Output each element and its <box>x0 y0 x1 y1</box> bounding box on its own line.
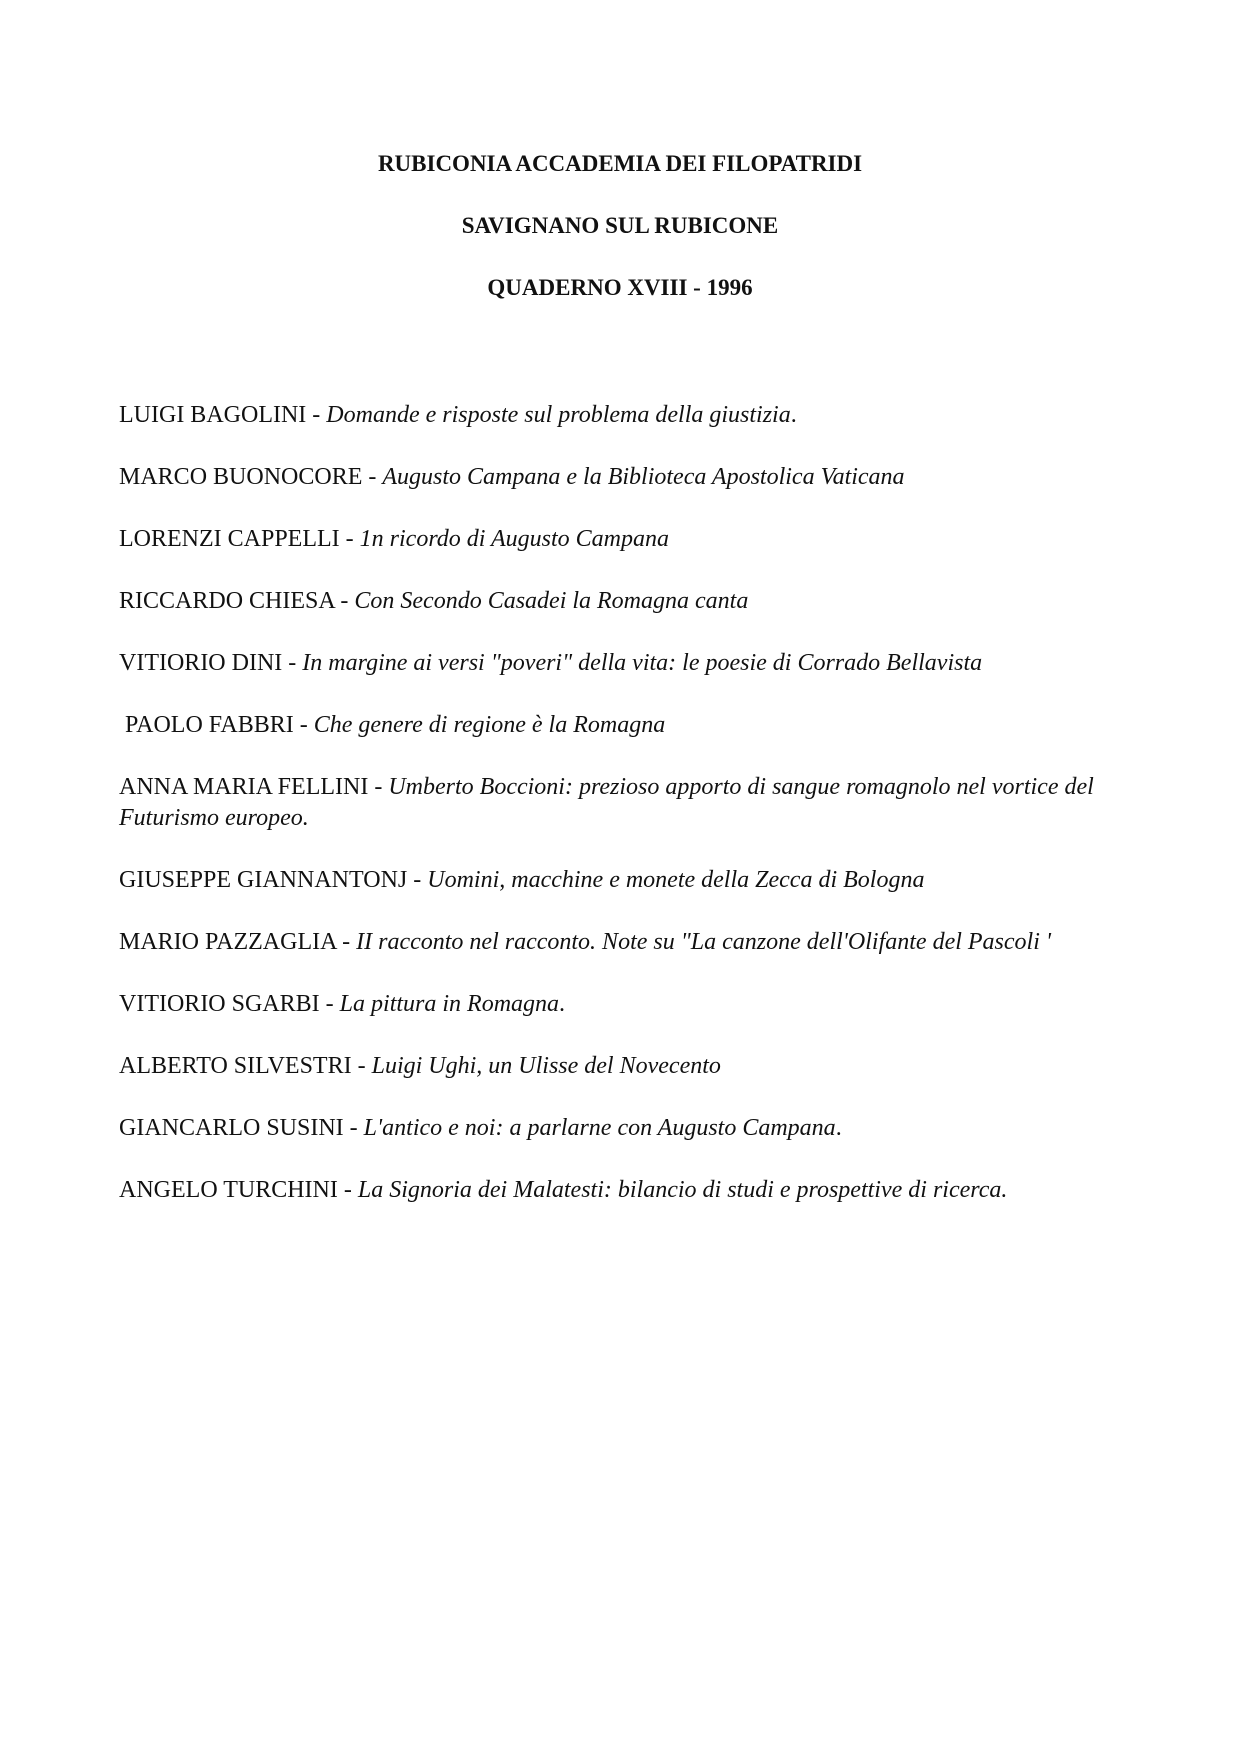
list-item <box>119 1113 1119 1144</box>
entry-author: PAOLO FABBRI <box>125 712 294 738</box>
entry-title: Augusto Campana e la Biblioteca Apostolica Vaticana <box>382 464 905 490</box>
entry-title: L'antico e noi: a parlarne con Augusto Campana <box>363 1115 836 1141</box>
list-item <box>119 586 1119 617</box>
entry-title: In margine ai versi "poveri" della vita: le poesie di Corrado Bellavista <box>302 650 983 676</box>
contents-list <box>119 400 1119 1237</box>
entry-separator: - <box>319 991 340 1017</box>
entry-title: Luigi Ughi, un Ulisse del Novecento <box>371 1053 721 1079</box>
entry-separator: - <box>407 867 428 893</box>
entry-separator: - <box>337 1177 358 1203</box>
entry-separator: - <box>334 588 355 614</box>
list-item <box>119 989 1119 1020</box>
list-item <box>119 648 1119 679</box>
entry-separator: - <box>336 929 357 955</box>
list-item <box>119 400 1119 431</box>
list-item <box>119 524 1119 555</box>
academy-name: RUBICONIA ACCADEMIA DEI FILOPATRIDI <box>377 151 863 176</box>
entry-author: ANNA MARIA FELLINI <box>119 774 369 800</box>
city-name: SAVIGNANO SUL RUBICONE <box>461 213 779 238</box>
entry-author: ALBERTO SILVESTRI <box>119 1053 352 1079</box>
entry-author: LUIGI BAGOLINI <box>119 402 307 428</box>
list-item <box>119 927 1119 958</box>
entry-author: ANGELO TURCHINI <box>119 1177 338 1203</box>
entry-separator: - <box>306 402 327 428</box>
entry-separator: - <box>343 1115 364 1141</box>
entry-author: RICCARDO CHIESA <box>119 588 335 614</box>
list-item <box>119 1051 1119 1082</box>
entry-title: II racconto nel racconto. Note su "La canzone dell'Olifante del Pascoli ' <box>356 929 1052 955</box>
entry-author: LORENZI CAPPELLI <box>119 526 340 552</box>
list-item <box>119 772 1119 834</box>
entry-tail: . <box>835 1115 842 1141</box>
entry-author: VITIORIO SGARBI <box>119 991 320 1017</box>
entry-author: VITIORIO DINI <box>119 650 283 676</box>
entry-title: Uomini, macchine e monete della Zecca di Bologna <box>427 867 925 893</box>
entry-tail: . <box>790 402 797 428</box>
document-header <box>0 150 1240 336</box>
entry-author: MARIO PAZZAGLIA <box>119 929 337 955</box>
entry-separator: - <box>362 464 383 490</box>
entry-separator: - <box>293 712 314 738</box>
list-item <box>119 1175 1119 1206</box>
entry-author: GIUSEPPE GIANNANTONJ <box>119 867 408 893</box>
entry-title: La Signoria dei Malatesti: bilancio di studi e prospettive di ricerca. <box>357 1177 1008 1203</box>
entry-separator: - <box>351 1053 372 1079</box>
entry-title: La pittura in Romagna <box>339 991 560 1017</box>
entry-author: GIANCARLO SUSINI <box>119 1115 344 1141</box>
list-item <box>119 710 1119 741</box>
entry-title: Che genere di regione è la Romagna <box>313 712 666 738</box>
entry-author: MARCO BUONOCORE <box>119 464 363 490</box>
entry-title: Domande e risposte sul problema della giustizia <box>326 402 791 428</box>
list-item <box>119 865 1119 896</box>
entry-title: 1n ricordo di Augusto Campana <box>359 526 670 552</box>
entry-separator: - <box>368 774 389 800</box>
entry-separator: - <box>339 526 360 552</box>
issue-title: QUADERNO XVIII - 1996 <box>487 275 753 300</box>
entry-separator: - <box>282 650 303 676</box>
list-item <box>119 462 1119 493</box>
entry-title: Con Secondo Casadei la Romagna canta <box>354 588 749 614</box>
entry-title: Umberto Boccioni: prezioso apporto di sangue romagnolo nel vortice del Futurismo europeo. <box>119 774 1094 831</box>
entry-tail: . <box>559 991 566 1017</box>
